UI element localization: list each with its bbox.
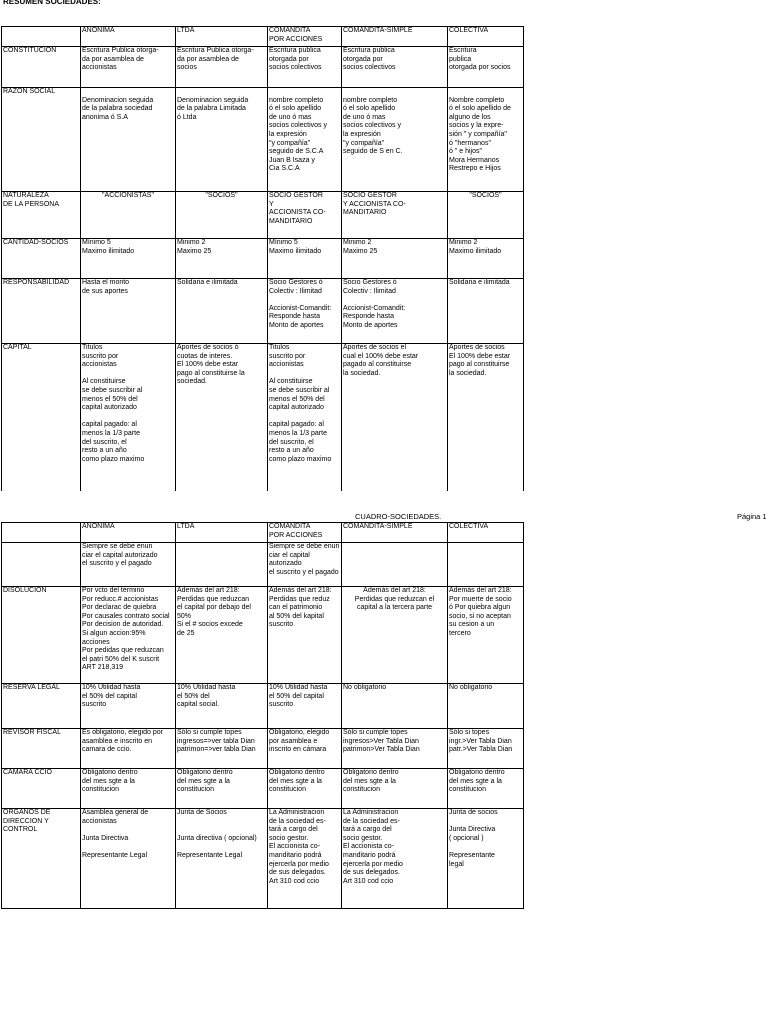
- table-cell: Mínimo 5 Maximo ilimitado: [268, 239, 342, 279]
- table-cell: Solidaria e ilimitada: [176, 279, 268, 344]
- table-cell: Además del art 218: Por muerte de socio ó Por quiebra algun socio, si no aceptan su cesion a un tercero: [448, 587, 524, 684]
- table-cell: "SOCIOS": [448, 192, 524, 239]
- table-cell: Escritura publica otorgada por socios colectivos: [342, 47, 448, 88]
- table-cell: [448, 543, 524, 587]
- table-cell: SOCIO GESTOR Y ACCIONISTA CO- MANDITARIO: [342, 192, 448, 239]
- table-row-capital-cont: [2, 543, 524, 587]
- table-cell: Obligatorio dentro del mes sgte a la constitucion: [268, 769, 342, 809]
- header-cell-comandita-simple: COMANDITA-SIMPLE: [342, 27, 448, 47]
- table-cell: Asamblea general de accionistas Junta Directiva Representante Legal: [81, 809, 176, 909]
- societies-table-2: [1, 522, 524, 909]
- table-row-organos: [2, 809, 524, 909]
- table-cell: "SOCIOS": [176, 192, 268, 239]
- row-label: CAPITAL: [2, 344, 81, 491]
- table-cell: Socio Gestores ó Colectiv : Ilimitad Accionist-Comandit: Responde hasta Monto de aportes: [268, 279, 342, 344]
- table-cell: Minimo 2 Maximo 25: [342, 239, 448, 279]
- table-cell: Obligatorio dentro del mes sgte a la constitucion: [176, 769, 268, 809]
- row-label: RESERVA LEGAL: [2, 684, 81, 729]
- table-row-disolucion: [2, 587, 524, 684]
- table-cell: Nombre completo ó el solo apellido de alguno de los socios y la expre- sión " y compañía" ó "hermanos" ó " e hijos" Mora Hermanos Restrepo e Hijos: [448, 88, 524, 192]
- header-cell-comandita-acciones: COMANDITA POR ACCIONES: [268, 27, 342, 47]
- table-cell: Sólo si cumple topes ingresos>Ver Tabla Dian patrimon>Ver Tabla Dian: [342, 729, 448, 769]
- table-cell: Titulos suscrito por accionistas Al constituirse se debe suscribir al menos el 50% del capital autorizado capital pagado: al menos la 1/3 parte del suscrito, el resto a un año como plazo maximo: [268, 344, 342, 491]
- row-label: CONSTITUCION: [2, 47, 81, 88]
- table-cell: Escritura Publica otorga- da por asamblea de accionistas: [81, 47, 176, 88]
- header-cell: [2, 523, 81, 543]
- row-label: RESPONSABILIDAD: [2, 279, 81, 344]
- document-title: RESUMEN SOCIEDADES:: [3, 0, 101, 6]
- table-cell: Además del art 218: Perdidas que reduzcan el capital por debajo del 50% Si el # socios excede de 25: [176, 587, 268, 684]
- table-cell: Minimo 2 Maximo 25: [176, 239, 268, 279]
- header-cell-comandita-simple: COMANDITA-SIMPLE: [342, 523, 448, 543]
- page-number: Página 1: [737, 512, 767, 521]
- header-row: [2, 523, 524, 543]
- header-cell-anonima: ANONIMA: [81, 27, 176, 47]
- table-cell: Por vcto del término Por reducc.# accionistas Por declarac de quiebra Por causales contrato social Por decision de autoridad. Si algun accion:95% acciones Por pedidas que reduzcan el patri 50% del K suscrit ART 218,319: [81, 587, 176, 684]
- table-cell: Socio Gestores ó Colectiv : Ilimitad Accionist-Comandit: Responde hasta Monto de aportes: [342, 279, 448, 344]
- table-cell: nombre completo ó el solo apellido de uno ó mas socios colectivos y la expresión "y compañía" seguido de S.C.A Juan B Isaza y Cia S.C.A: [268, 88, 342, 192]
- row-label: DISOLUCION: [2, 587, 81, 684]
- header-row: [2, 27, 524, 47]
- table-row-naturaleza: [2, 192, 524, 239]
- table-cell: [342, 543, 448, 587]
- table-cell: Minimo 2 Maximo ilimitado: [448, 239, 524, 279]
- page-header-title: CUADRO-SOCIEDADES.: [355, 512, 442, 521]
- row-label: NATURALEZA DE LA PERSONA: [2, 192, 81, 239]
- table-cell: Obligatorio dentro del mes sgte a la constitucion: [81, 769, 176, 809]
- table-cell: Además del art 218: Perdidas que reduzcan el capital a la tercera parte: [342, 587, 448, 684]
- table-row-responsabilidad: [2, 279, 524, 344]
- table-cell: La Administracion de la sociedad es- tará a cargo del socio gestor. El accionista co- manditario podrá ejercerla por medio de sus delegados. Art 310 cod ccio: [268, 809, 342, 909]
- table-cell: No obligatorio: [342, 684, 448, 729]
- table-row-camara-ccio: [2, 769, 524, 809]
- header-cell-ltda: LTDA: [176, 523, 268, 543]
- table-cell: "ACCIONISTAS": [81, 192, 176, 239]
- table-cell: SOCIO GESTOR Y ACCIONISTA CO- MANDITARIO: [268, 192, 342, 239]
- table-cell: Aportes de socios El 100% debe estar pago al constituirse la sociedad.: [448, 344, 524, 491]
- header-cell-ltda: LTDA: [176, 27, 268, 47]
- table-cell: Aportes de socios ó cuotas de interes. El 100% debe estar pago al constituirse la sociedad.: [176, 344, 268, 491]
- header-cell-colectiva: COLECTIVA: [448, 523, 524, 543]
- societies-table-1: [1, 26, 524, 491]
- table-cell: [176, 543, 268, 587]
- row-label: CAMARA CCIO: [2, 769, 81, 809]
- table-cell: La Administracion de la sociedad es- tará a cargo del socio gestor. El accionista co- manditario podrá ejercerla por medio de sus delegados. Art 310 cod ccio: [342, 809, 448, 909]
- table-row-reserva-legal: [2, 684, 524, 729]
- table-cell: Es obligatorio, elegido por asamblea e inscrito en camara de ccio.: [81, 729, 176, 769]
- table-row-revisor-fiscal: [2, 729, 524, 769]
- header-cell-comandita-acciones: COMANDITA POR ACCIONES: [268, 523, 342, 543]
- table-cell: Denominacion seguida de la palabra Limitada ó Ltda: [176, 88, 268, 192]
- table-cell: Siempre se debe enun ciar el capital autorizado el suscrito y el pagado: [81, 543, 176, 587]
- header-cell: [2, 27, 81, 47]
- table-cell: Escritura Publica otorga- da por asamblea de socios: [176, 47, 268, 88]
- table-cell: Escritura publica otorgada por socios: [448, 47, 524, 88]
- table-cell: Denominacion seguida de la palabra sociedad anonima ó S.A: [81, 88, 176, 192]
- table-cell: No obligatorio: [448, 684, 524, 729]
- row-label: ORGANOS DE DIRECCION Y CONTROL: [2, 809, 81, 909]
- table-cell: 10% Utilidad hasta el 50% del capital suscrito: [81, 684, 176, 729]
- table-cell: Escritura publica otorgada por socios colectivos: [268, 47, 342, 88]
- table-cell: Obligatorio, elegido por asamblea e inscrito en cámara: [268, 729, 342, 769]
- table-cell: Obligatorio dentro del mes sgte a la constitucion: [448, 769, 524, 809]
- row-label: CANTIDAD-SOCIOS: [2, 239, 81, 279]
- table-cell: Solidaria e ilimitada: [448, 279, 524, 344]
- table-cell: Sólo si cumple topes ingresos=>ver tabla Dian patrimon=>ver tabla Dian: [176, 729, 268, 769]
- table-row-cantidad-socios: [2, 239, 524, 279]
- row-label: [2, 543, 81, 587]
- header-cell-colectiva: COLECTIVA: [448, 27, 524, 47]
- table-cell: Obligatorio dentro del mes sgte a la constitucion: [342, 769, 448, 809]
- row-label: RAZON SOCIAL: [2, 88, 81, 192]
- table-cell: nombre completo ó el solo apellido de uno ó mas socios colectivos y la expresión "y compañía" seguido de S en C.: [342, 88, 448, 192]
- table-cell: Sólo si topes ingr.>Ver Tabla Dian patr.>Ver Tabla Dian: [448, 729, 524, 769]
- table-cell: Hasta el monto de sus aportes: [81, 279, 176, 344]
- table-row-constitucion: [2, 47, 524, 88]
- table-row-capital: [2, 344, 524, 491]
- table-row-razon-social: [2, 88, 524, 192]
- row-label: REVISOR FISCAL: [2, 729, 81, 769]
- header-cell-anonima: ANONIMA: [81, 523, 176, 543]
- table-cell: 10% Utilidad hasta el 50% del capital suscrito: [268, 684, 342, 729]
- table-cell: Junta de Socios Junta directiva ( opcional) Representante Legal: [176, 809, 268, 909]
- table-cell: Aportes de socios el cual el 100% debe estar pagado al constituirse la sociedad.: [342, 344, 448, 491]
- table-cell: Siempre se debe enun ciar el capital autorizado el suscrito y el pagado: [268, 543, 342, 587]
- table-cell: Además del art 218: Perdidas que reduz can el patrimonio al 50% del kapital suscrito: [268, 587, 342, 684]
- table-cell: Mínimo 5 Maximo ilimitado: [81, 239, 176, 279]
- table-cell: Titulos suscrito por accionistas Al constituirse se debe suscribir al menos el 50% del capital autorizado capital pagado: al menos la 1/3 parte del suscrito, el resto a un año como plazo maximo: [81, 344, 176, 491]
- table-cell: 10% Utilidad hasta el 50% del capital social.: [176, 684, 268, 729]
- table-cell: Junta de socios Junta Directiva ( opcional ) Representante legal: [448, 809, 524, 909]
